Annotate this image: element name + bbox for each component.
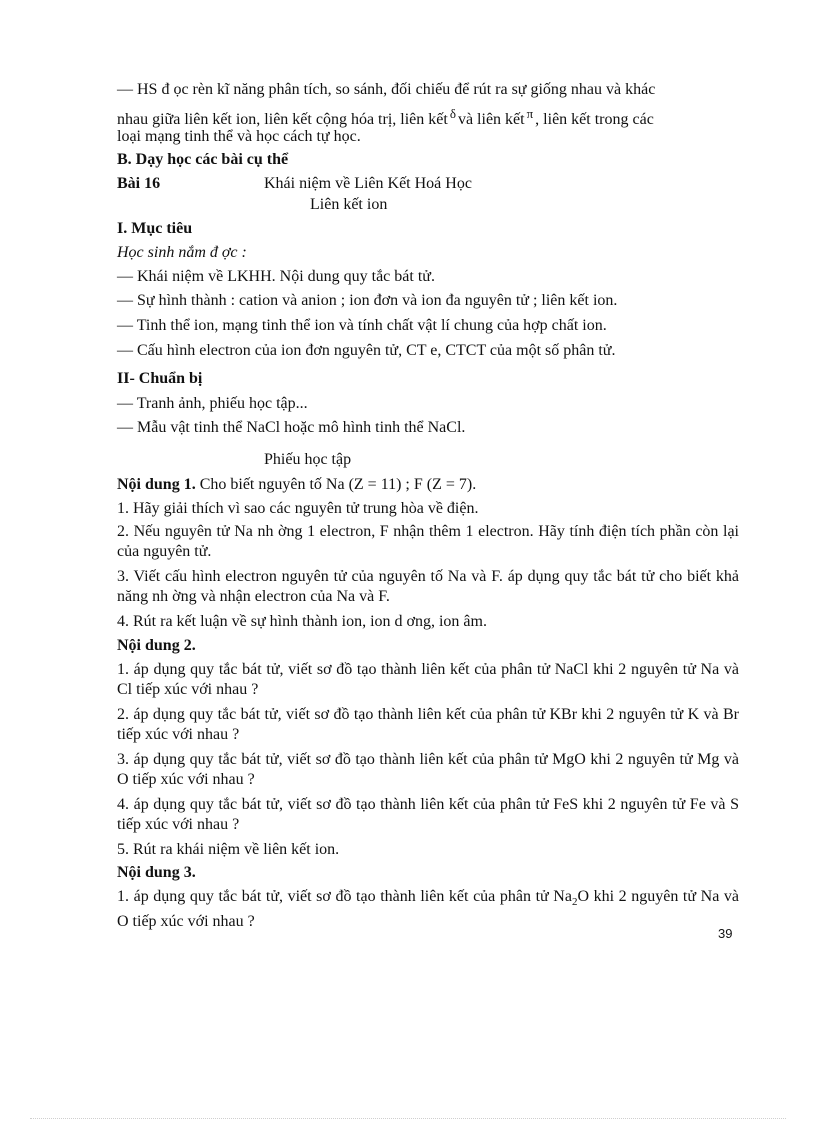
question: 3. áp dụng quy tắc bát tử, viết sơ đồ tạo thành liên kết của phân tử MgO khi 2 nguyên tử Mg và O tiếp xúc với nhau ? (117, 751, 739, 788)
objectives-heading: I. Mục tiêu (117, 220, 193, 237)
lesson-title: Khái niệm về Liên Kết Hoá Học (264, 175, 472, 192)
question (117, 887, 739, 932)
objective-item: — Cấu hình electron của ion đơn nguyên tử, CT e, CTCT của một số phân tử. (117, 342, 616, 359)
content-1-intro (117, 475, 739, 495)
objective-item: — Sự hình thành : cation và anion ; ion đơn và ion đa nguyên tử ; liên kết ion. (117, 292, 618, 309)
preparation-heading: II- Chuẩn bị (117, 370, 203, 387)
section-b-heading: B. Dạy học các bài cụ thể (117, 151, 289, 168)
content-1-label: Nội dung 1. (117, 476, 196, 493)
objective-item: — Tinh thể ion, mạng tinh thể ion và tính chất vật lí chung của hợp chất ion. (117, 317, 607, 334)
preparation-item: — Tranh ảnh, phiếu học tập... (117, 395, 308, 412)
intro-text-b: và liên kết (457, 111, 525, 128)
content-1-text: Cho biết nguyên tố Na (Z = 11) ; F (Z = 7). (195, 476, 477, 493)
intro-text-a: nhau giữa liên kết ion, liên kết cộng hóa trị, liên kết (117, 111, 448, 128)
question: 3. Viết cấu hình electron nguyên tử của nguyên tố Na và F. áp dụng quy tắc bát tử cho biết khả năng nh ờng và nhận electron của Na và F. (117, 568, 739, 605)
objectives-lead: Học sinh nắm đ ợc : (117, 244, 247, 261)
question: 2. áp dụng quy tắc bát tử, viết sơ đồ tạo thành liên kết của phân tử KBr khi 2 nguyên tử K và Br tiếp xúc với nhau ? (117, 706, 739, 743)
page-number: 39 (718, 926, 733, 941)
lesson-number: Bài 16 (117, 175, 161, 192)
intro-text-c: , liên kết trong các (535, 111, 654, 128)
question: 4. Rút ra kết luận về sự hình thành ion, ion d ơng, ion âm. (117, 613, 487, 630)
content-3-label: Nội dung 3. (117, 864, 196, 881)
sigma-symbol: δ (449, 106, 456, 121)
objective-item: — Khái niệm về LKHH. Nội dung quy tắc bát tử. (117, 268, 435, 285)
question-text: O khi 2 nguyên tử Na và O tiếp xúc với nhau ? (117, 888, 739, 931)
question: 1. Hãy giải thích vì sao các nguyên tử trung hòa về điện. (117, 500, 479, 517)
question: 1. áp dụng quy tắc bát tử, viết sơ đồ tạo thành liên kết của phân tử NaCl khi 2 nguyên tử Na và Cl tiếp xúc với nhau ? (117, 661, 739, 698)
intro-line-3: loại mạng tinh thể và học cách tự học. (117, 128, 361, 145)
bottom-divider (30, 1118, 786, 1119)
pi-symbol: π (526, 106, 534, 121)
content-2-label: Nội dung 2. (117, 637, 196, 654)
question: 5. Rút ra khái niệm về liên kết ion. (117, 841, 340, 858)
worksheet-title: Phiếu học tập (264, 451, 352, 468)
subscript: 2 (571, 896, 578, 909)
lesson-subtitle: Liên kết ion (310, 196, 388, 213)
question: 4. áp dụng quy tắc bát tử, viết sơ đồ tạo thành liên kết của phân tử FeS khi 2 nguyên tử Fe và S tiếp xúc với nhau ? (117, 796, 739, 833)
preparation-item: — Mẫu vật tinh thể NaCl hoặc mô hình tinh thể NaCl. (117, 419, 466, 436)
question-text: 1. áp dụng quy tắc bát tử, viết sơ đồ tạo thành liên kết của phân tử Na (117, 888, 572, 905)
question: 2. Nếu nguyên tử Na nh ờng 1 electron, F nhận thêm 1 electron. Hãy tính điện tích phần còn lại của nguyên tử. (117, 523, 739, 560)
intro-line-1: — HS đ ọc rèn kĩ năng phân tích, so sánh, đối chiếu để rút ra sự giống nhau và khác (117, 81, 656, 98)
